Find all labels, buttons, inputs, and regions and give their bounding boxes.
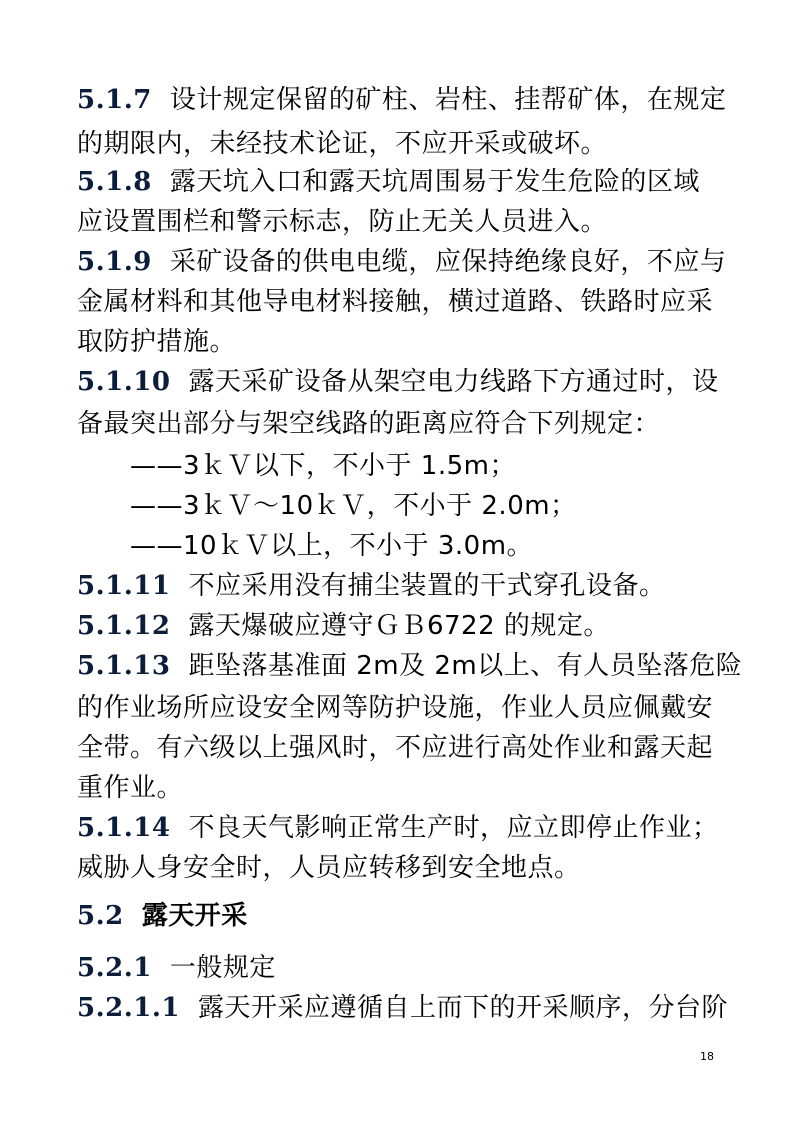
clause-5-1-14-line-1 <box>77 806 737 850</box>
dash-item: ——10ｋＶ以上，不小于 3.0m。 <box>130 531 534 561</box>
subsection-heading <box>77 946 737 990</box>
section-heading <box>77 894 737 938</box>
subsection-number: 5.2.1 <box>77 953 152 983</box>
clause-5-2-1-1-line-1 <box>77 986 737 1030</box>
clause-text: 露天爆破应遵守ＧＢ6722 的规定。 <box>188 611 610 641</box>
clause-number: 5.1.8 <box>77 167 152 197</box>
clause-5-1-11-line-1 <box>77 564 737 608</box>
clause-text: 全带。有六级以上强风时，不应进行高处作业和露天起 <box>77 733 714 763</box>
clause-text: 的作业场所应设安全网等防护设施，作业人员应佩戴安 <box>77 693 714 723</box>
clause-number: 5.1.12 <box>77 611 171 641</box>
clause-5-1-13-line-2 <box>77 686 737 730</box>
clause-5-1-8-line-2 <box>77 200 737 244</box>
clause-5-1-13-line-3 <box>77 726 737 770</box>
clause-text: 设计规定保留的矿柱、岩柱、挂帮矿体，在规定 <box>169 85 727 115</box>
clause-text: 金属材料和其他导电材料接触，横过道路、铁路时应采 <box>77 287 714 317</box>
clause-number: 5.1.11 <box>77 571 171 601</box>
clause-number: 5.1.9 <box>77 247 152 277</box>
clause-5-1-10-line-1 <box>77 360 737 404</box>
clause-text: 威胁人身安全时，人员应转移到安全地点。 <box>77 853 581 883</box>
clause-text: 取防护措施。 <box>77 327 237 357</box>
clause-5-1-7-line-1 <box>77 78 737 122</box>
dash-item: ——3ｋＶ以下，不小于 1.5m； <box>130 451 516 481</box>
clause-number: 5.1.14 <box>77 813 171 843</box>
clause-text: 重作业。 <box>77 773 184 803</box>
dash-item: ——3ｋＶ～10ｋＶ，不小于 2.0m； <box>130 491 577 521</box>
page-number: 18 <box>700 1050 714 1063</box>
clause-5-1-8-line-1 <box>77 160 737 204</box>
clause-text: 距坠落基准面 2m及 2m以上、有人员坠落危险 <box>188 651 743 681</box>
clause-text: 露天开采应遵循自上而下的开采顺序，分台阶 <box>198 993 729 1023</box>
clause-5-1-12-line-1 <box>77 604 737 648</box>
clause-text: 露天坑入口和露天坑周围易于发生危险的区域 <box>169 167 700 197</box>
clause-5-1-13-line-4 <box>77 766 737 810</box>
clause-text: 备最突出部分与架空线路的距离应符合下列规定： <box>77 409 661 439</box>
clause-5-1-9-line-2 <box>77 280 737 324</box>
clause-number: 5.1.10 <box>77 367 171 397</box>
clause-5-1-9-line-1 <box>77 240 737 284</box>
clause-text: 露天采矿设备从架空电力线路下方通过时，设 <box>188 367 719 397</box>
clause-5-1-14-line-2 <box>77 846 737 890</box>
clause-text: 采矿设备的供电电缆，应保持绝缘良好，不应与 <box>169 247 727 277</box>
clause-text: 的期限内，未经技术论证，不应开采或破坏。 <box>77 129 608 159</box>
clause-text: 应设置围栏和警示标志，防止无关人员进入。 <box>77 207 608 237</box>
clause-5-1-13-line-1 <box>77 644 743 688</box>
clause-number: 5.2.1.1 <box>77 993 181 1023</box>
clause-number: 5.1.7 <box>77 85 152 115</box>
clause-5-1-10-line-2 <box>77 402 737 446</box>
section-title: 露天开采 <box>141 901 248 931</box>
clause-text: 不应采用没有捕尘装置的干式穿孔设备。 <box>188 571 666 601</box>
subsection-title: 一般规定 <box>169 953 276 983</box>
clause-5-1-9-line-3 <box>77 320 737 364</box>
section-number: 5.2 <box>77 901 124 931</box>
clause-number: 5.1.13 <box>77 651 171 681</box>
clause-text: 不良天气影响正常生产时，应立即停止作业； <box>188 813 719 843</box>
